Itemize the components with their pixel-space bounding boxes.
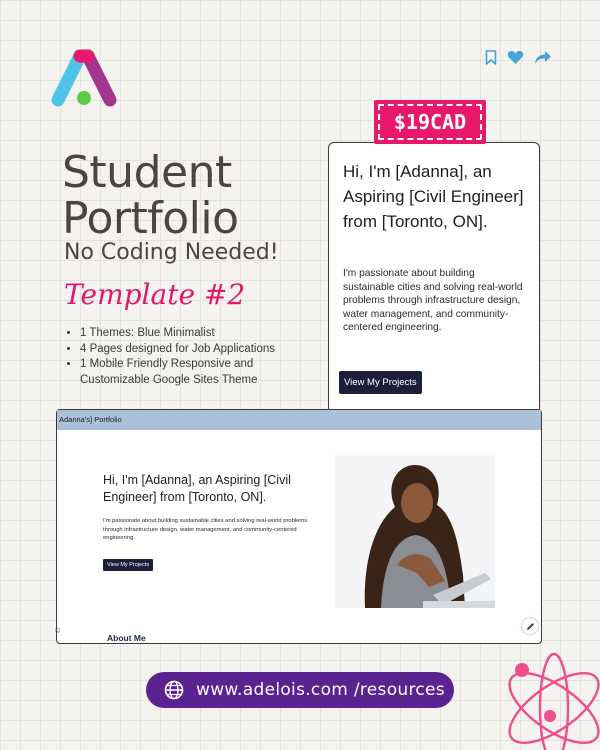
title-line-1: Student [62, 147, 232, 198]
site-hero-heading: Hi, I'm [Adanna], an Aspiring [Civil Engineer] from [Toronto, ON]. [103, 473, 291, 504]
price-label: $19CAD [378, 104, 482, 140]
view-projects-button[interactable]: View My Projects [339, 371, 422, 394]
site-view-projects-button[interactable]: View My Projects [103, 559, 153, 571]
feature-item: • 1 Themes: Blue Minimalist [80, 326, 320, 342]
logo-icon [50, 48, 118, 110]
subtitle: No Coding Needed! [64, 240, 279, 265]
site-hero-body: I'm passionate about building sustainable cities and solving real-world problems through infrastructure design, water management, and community-centered engineering. [103, 518, 308, 541]
copyright-icon: © [55, 628, 61, 635]
website-url[interactable]: www.adelois.com /resources [196, 680, 445, 700]
preview-heading: Hi, I'm [Adanna], an Aspiring [Civil Engineer] from [Toronto, ON]. [343, 162, 524, 231]
globe-icon [164, 680, 184, 700]
price-badge [374, 100, 486, 144]
preview-body: I'm passionate about building sustainable cities and solving real-world problems through infrastructure design, water management, and community-centered engineering. [343, 268, 523, 333]
title-line-2: Portfolio [62, 193, 239, 244]
bookmark-icon[interactable] [485, 50, 497, 65]
hero-photo [335, 455, 495, 608]
atom-decoration [482, 630, 600, 750]
site-header-bar [57, 410, 541, 430]
feature-list [64, 326, 320, 388]
page-title [62, 147, 239, 244]
share-icon[interactable] [534, 50, 552, 65]
feature-item: • 4 Pages designed for Job Applications [80, 342, 320, 358]
action-icons [485, 50, 552, 65]
mobile-preview-card [328, 142, 540, 444]
template-label: Template #2 [64, 278, 246, 311]
website-link[interactable] [146, 672, 454, 708]
about-heading: About Me [107, 633, 146, 643]
feature-item: • 1 Mobile Friendly Responsive and Customizable Google Sites Theme [80, 357, 320, 388]
heart-icon[interactable] [507, 50, 524, 65]
desktop-preview-window [56, 409, 542, 644]
site-title[interactable]: Adanna's] Portfolio [59, 415, 122, 424]
